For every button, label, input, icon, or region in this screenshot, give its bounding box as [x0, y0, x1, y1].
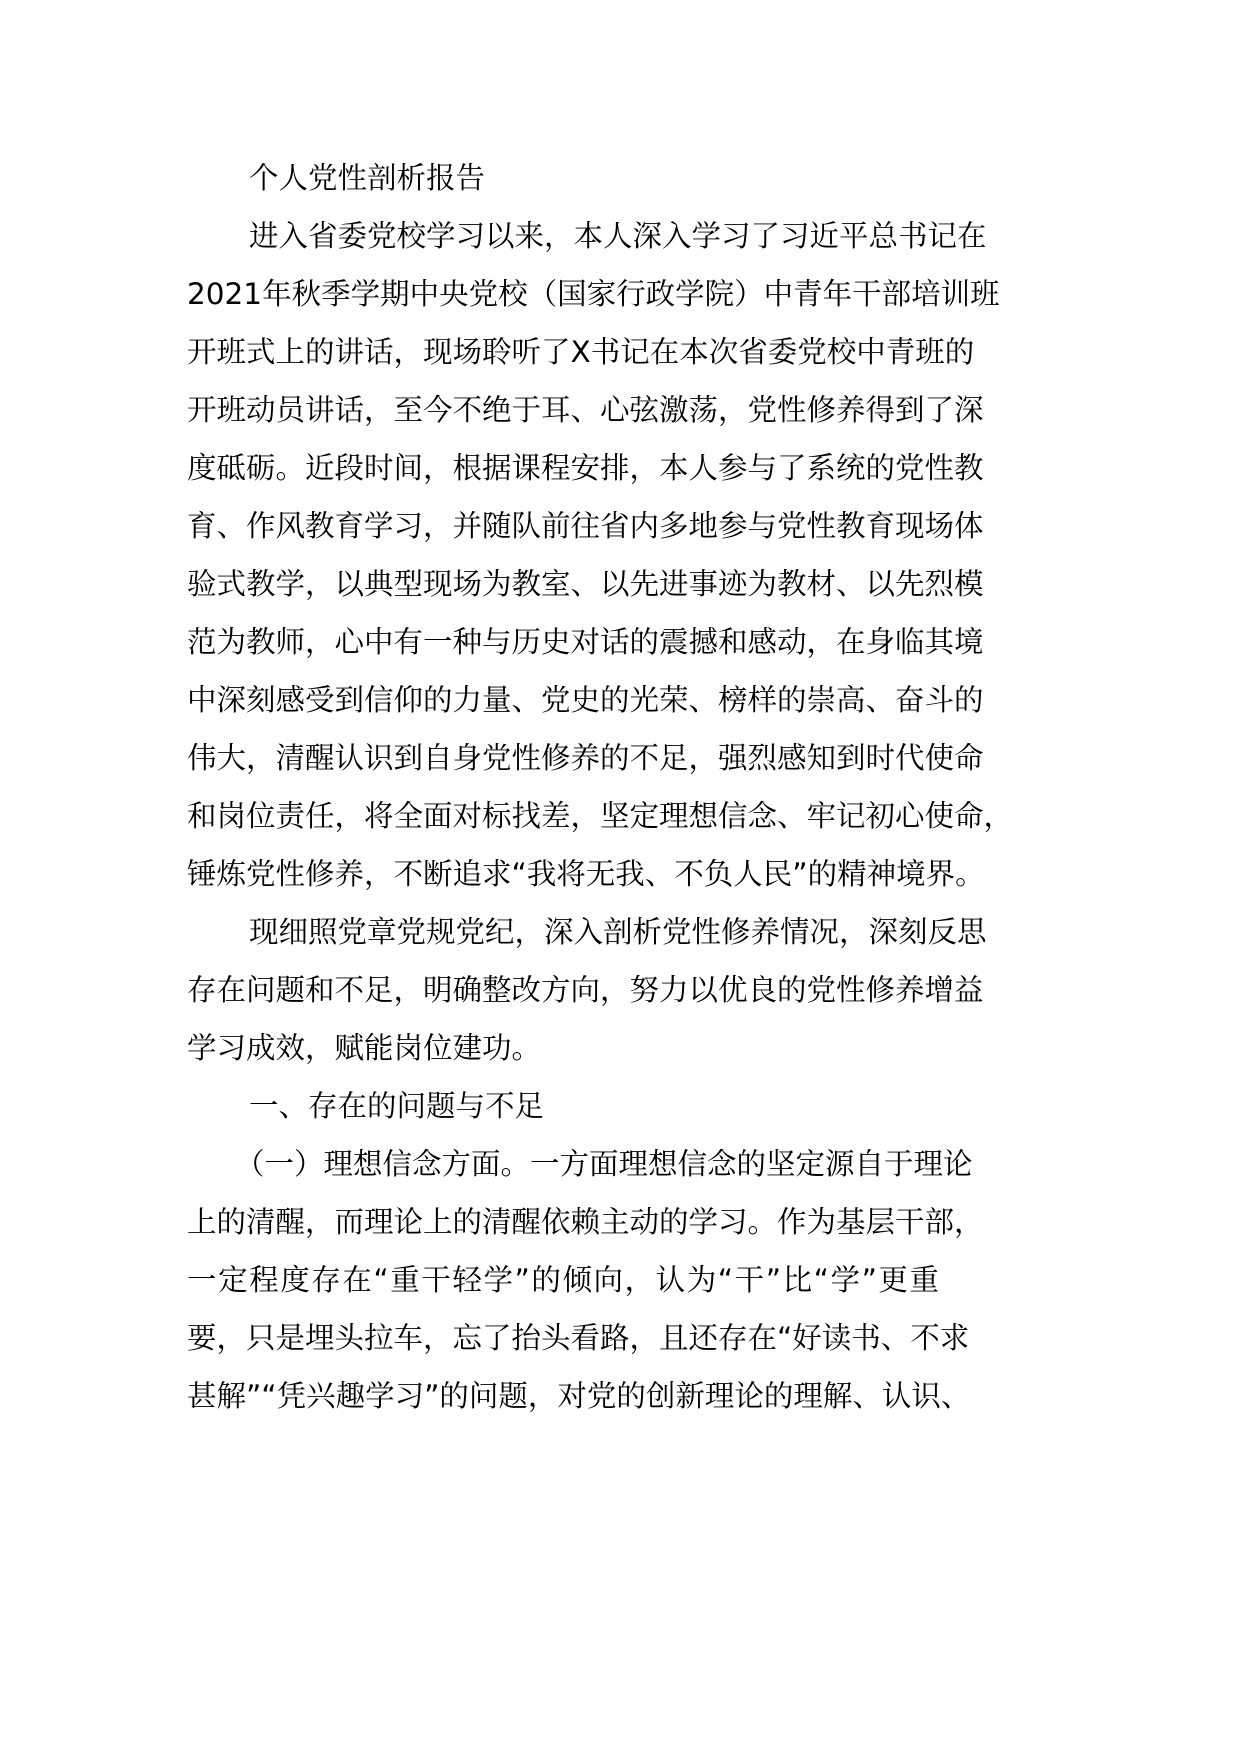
- paragraph-line: 开班动员讲话，至今不绝于耳、心弦激荡，党性修养得到了深: [187, 393, 984, 427]
- paragraph-line: 一定程度存在“重干轻学”的倾向，认为“干”比“学”更重: [187, 1263, 939, 1297]
- paragraph-line: 学习成效，赋能岗位建功。: [187, 1031, 542, 1065]
- paragraph-line: 锤炼党性修养，不断追求“我将无我、不负人民”的精神境界。: [187, 857, 985, 891]
- paragraph-line: 开班式上的讲话，现场聆听了X书记在本次省委党校中青班的: [187, 335, 975, 369]
- paragraph-line: 和岗位责任，将全面对标找差，坚定理想信念、牢记初心使命，: [187, 799, 1014, 833]
- paragraph-line: 进入省委党校学习以来，本人深入学习了习近平总书记在: [249, 219, 987, 253]
- paragraph-line: 范为教师，心中有一种与历史对话的震撼和感动，在身临其境: [187, 625, 984, 659]
- paragraph-line: 2021年秋季学期中央党校（国家行政学院）中青年干部培训班: [187, 277, 1000, 311]
- section-heading: 一、存在的问题与不足: [249, 1089, 545, 1123]
- paragraph-line: 上的清醒，而理论上的清醒依赖主动的学习。作为基层干部，: [187, 1205, 984, 1239]
- paragraph-line: 要，只是埋头拉车，忘了抬头看路，且还存在“好读书、不求: [187, 1321, 970, 1355]
- paragraph-line: （一）理想信念方面。一方面理想信念的坚定源自于理论: [235, 1147, 973, 1181]
- paragraph-line: 甚解”“凭兴趣学习”的问题，对党的创新理论的理解、认识、: [187, 1379, 971, 1413]
- paragraph-line: 现细照党章党规党纪，深入剖析党性修养情况，深刻反思: [249, 915, 987, 949]
- paragraph-line: 育、作风教育学习，并随队前往省内多地参与党性教育现场体: [187, 509, 984, 543]
- paragraph-line: 伟大，清醒认识到自身党性修养的不足，强烈感知到时代使命: [187, 741, 984, 775]
- paragraph-line: 度砥砺。近段时间，根据课程安排，本人参与了系统的党性教: [187, 451, 984, 485]
- paragraph-line: 中深刻感受到信仰的力量、党史的光荣、榜样的崇高、奋斗的: [187, 683, 984, 717]
- document-title: 个人党性剖析报告: [249, 161, 486, 195]
- paragraph-line: 验式教学，以典型现场为教室、以先进事迹为教材、以先烈模: [187, 567, 984, 601]
- paragraph-line: 存在问题和不足，明确整改方向，努力以优良的党性修养增益: [187, 973, 984, 1007]
